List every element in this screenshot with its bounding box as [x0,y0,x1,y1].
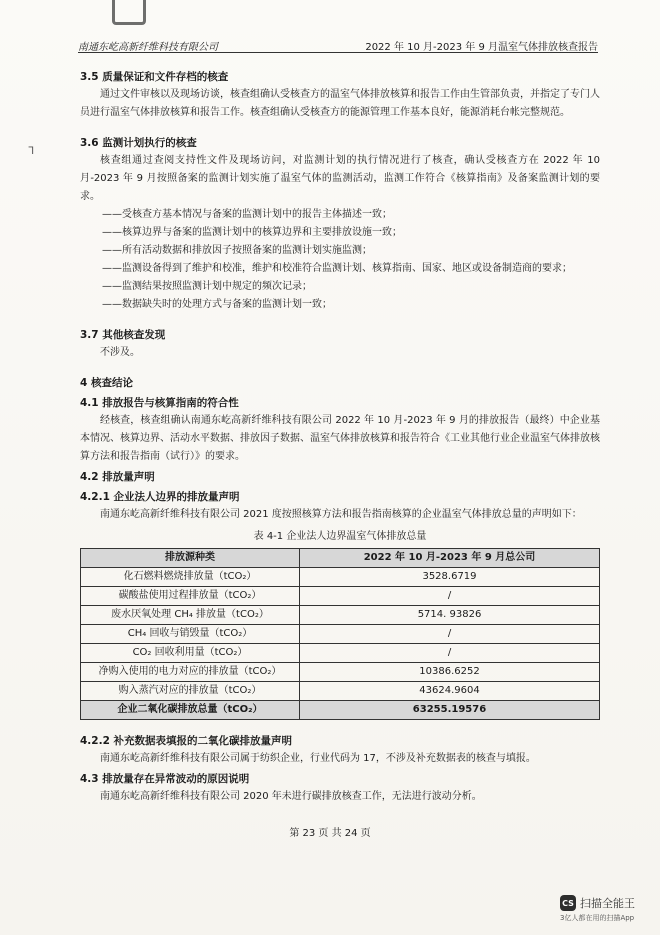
page-content [80,66,600,806]
row-source: 净购入使用的电力对应的排放量（tCO₂） [81,663,300,682]
scanner-watermark [560,895,635,911]
section-3-6-item: ——受核查方基本情况与备案的监测计划中的报告主体描述一致； [102,209,392,220]
section-3-6-item: ——所有活动数据和排放因子按照备案的监测计划实施监测； [102,245,372,256]
emissions-table [80,548,600,720]
section-3-5-title: 3.5 质量保证和文件存档的核查 [80,71,229,83]
scanner-tagline: 3亿人都在用的扫描App [560,914,635,922]
row-source: 废水厌氧处理 CH₄ 排放量（tCO₂） [81,606,300,625]
total-source: 企业二氧化碳排放总量（tCO₂） [81,701,300,720]
section-4-2-2-title: 4.2.2 补充数据表填报的二氧化碳排放量声明 [80,735,293,747]
camscanner-logo-icon: CS [560,895,576,911]
section-3-7-body: 不涉及。 [100,347,140,358]
row-value: 3528.6719 [300,568,600,587]
row-value: 5714. 93826 [300,606,600,625]
table-row [81,568,600,587]
section-3-5-body: 通过文件审核以及现场访谈，核查组确认受核查方的温室气体排放核算和报告工作由生管部负责，并指定了专门人员进行温室气体排放核算和报告工作。核查组确认受核查方的能源管理工作基本良好，能源消耗台帐完整规范。 [80,89,600,118]
section-3-6-item: ——核算边界与备案的监测计划中的核算边界和主要排放设施一致； [102,227,402,238]
col-header-total: 2022 年 10 月-2023 年 9 月总公司 [300,549,600,568]
row-source: CO₂ 回收利用量（tCO₂） [81,644,300,663]
margin-mark: ᒣ [28,146,35,157]
scanner-name: 扫描全能王 [580,897,635,910]
row-source: 购入蒸汽对应的排放量（tCO₂） [81,682,300,701]
page-number: 第 23 页 共 24 页 [289,828,371,839]
section-4-2-1-body: 南通东屹高新纤维科技有限公司 2021 度按照核算方法和报告指南核算的企业温室气体排放总量的声明如下： [100,509,582,520]
section-4-3-title: 4.3 排放量存在异常波动的原因说明 [80,773,250,785]
table-row [81,606,600,625]
row-source: CH₄ 回收与销毁量（tCO₂） [81,625,300,644]
table-row [81,587,600,606]
table-caption: 表 4-1 企业法人边界温室气体排放总量 [253,531,427,542]
table-total-row [81,701,600,720]
section-3-6-body: 核查组通过查阅支持性文件及现场访问，对监测计划的执行情况进行了核查，确认受核查方在 2022 年 10 月-2023 年 9 月按照备案的监测计划实施了温室气体的监测活动，监测工作符合《核算指南》及备案监测计划的要求。 [80,155,600,202]
row-value: / [300,625,600,644]
table-header-row [81,549,600,568]
row-source: 化石燃料燃烧排放量（tCO₂） [81,568,300,587]
section-3-6-title: 3.6 监测计划执行的核查 [80,137,197,149]
table-row [81,625,600,644]
section-4-2-1-title: 4.2.1 企业法人边界的排放量声明 [80,491,240,503]
section-4-title: 4 核查结论 [80,377,133,389]
table-row [81,644,600,663]
header-report-title: 2022 年 10 月-2023 年 9 月温室气体排放核查报告 [365,42,598,53]
section-4-3-body: 南通东屹高新纤维科技有限公司 2020 年未进行碳排放核查工作，无法进行波动分析。 [100,791,482,802]
section-4-2-title: 4.2 排放量声明 [80,471,155,483]
section-3-7-title: 3.7 其他核查发现 [80,329,166,341]
row-value: / [300,644,600,663]
page-header [78,36,598,53]
binder-clip-mark [112,0,146,25]
section-3-6-item: ——数据缺失时的处理方式与备案的监测计划一致； [102,299,332,310]
table-row [81,682,600,701]
section-4-2-2-body: 南通东屹高新纤维科技有限公司属于纺织企业，行业代码为 17，不涉及补充数据表的核查与填报。 [100,753,536,764]
table-row [81,663,600,682]
row-value: 10386.6252 [300,663,600,682]
row-value: / [300,587,600,606]
row-value: 43624.9604 [300,682,600,701]
col-header-source: 排放源种类 [81,549,300,568]
row-source: 碳酸盐使用过程排放量（tCO₂） [81,587,300,606]
section-3-6-item: ——监测结果按照监测计划中规定的频次记录； [102,281,312,292]
header-company: 南通东屹高新纤维科技有限公司 [78,42,218,53]
total-value: 63255.19576 [300,701,600,720]
section-4-1-body: 经核查，核查组确认南通东屹高新纤维科技有限公司 2022 年 10 月-2023 年 9 月的排放报告（最终）中企业基本情况、核算边界、活动水平数据、排放因子数据、温室气体排放核算和报告符合《工业其他行业企业温室气体排放核算方法和报告指南（试行）》的要求。 [80,415,600,462]
section-3-6-item: ——监测设备得到了维护和校准，维护和校准符合监测计划、核算指南、国家、地区或设备制造商的要求； [102,263,572,274]
section-4-1-title: 4.1 排放报告与核算指南的符合性 [80,397,239,409]
